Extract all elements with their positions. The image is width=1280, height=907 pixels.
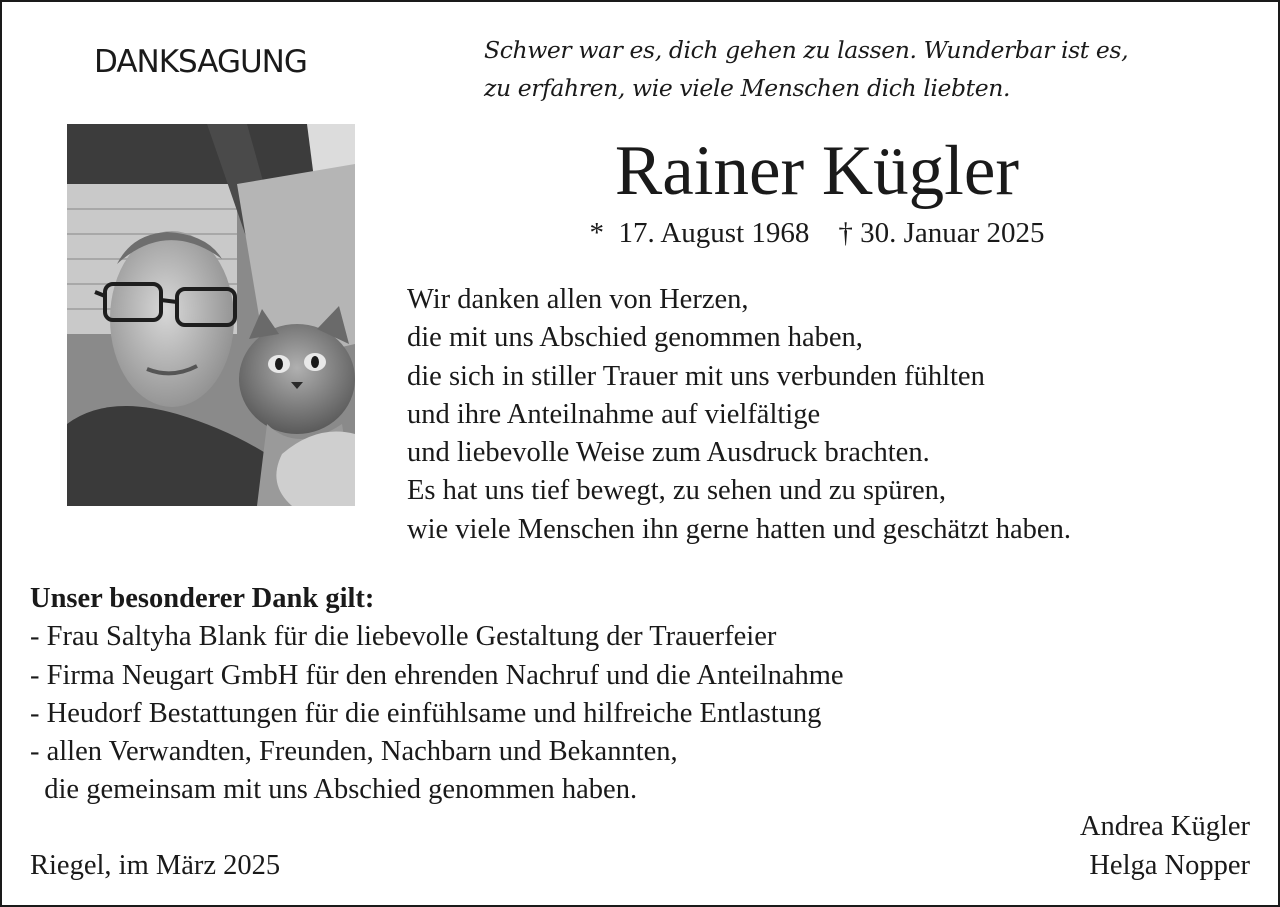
special-thanks-section [30, 580, 844, 810]
thanks-item: - Firma Neugart GmbH für den ehrenden Nachruf und die Anteilnahme [30, 659, 844, 691]
place-and-date: Riegel, im März 2025 [30, 850, 281, 881]
message-line: die sich in stiller Trauer mit uns verbunden fühlten [407, 360, 985, 392]
deceased-name: Rainer Kügler [614, 132, 1020, 210]
thanks-item: - Heudorf Bestattungen für die einfühlsame und hilfreiche Entlastung [30, 697, 822, 729]
thanks-message [407, 281, 1071, 549]
message-line: wie viele Menschen ihn gerne hatten und geschätzt haben. [407, 513, 1071, 545]
portrait-photo [67, 124, 355, 506]
signer-name: Andrea Kügler [1079, 811, 1250, 842]
life-dates: * 17. August 1968 † 30. Januar 2025 [589, 217, 1045, 249]
message-line: und ihre Anteilnahme auf vielfältige [407, 398, 821, 430]
message-line: Es hat uns tief bewegt, zu sehen und zu spüren, [407, 475, 946, 507]
motto-line: Schwer war es, dich gehen zu lassen. Wunderbar ist es, [484, 36, 1129, 64]
message-line: Wir danken allen von Herzen, [407, 284, 749, 315]
thanks-item: - allen Verwandten, Freunden, Nachbarn und Bekannten, [30, 736, 678, 768]
thanks-item: - Frau Saltyha Blank für die liebevolle Gestaltung der Trauerfeier [30, 621, 777, 653]
thanks-item: die gemeinsam mit uns Abschied genommen haben. [30, 774, 638, 806]
motto-line: zu erfahren, wie viele Menschen dich liebten. [484, 74, 1011, 102]
message-line: und liebevolle Weise zum Ausdruck brachten. [407, 437, 930, 469]
special-thanks-heading: Unser besonderer Dank gilt: [30, 583, 375, 614]
signatories [1080, 808, 1250, 885]
signer-name: Helga Nopper [1089, 849, 1250, 881]
motto-quote [484, 31, 1264, 107]
message-line: die mit uns Abschied genommen haben, [407, 322, 863, 354]
notice-heading: DANKSAGUNG [94, 44, 307, 80]
